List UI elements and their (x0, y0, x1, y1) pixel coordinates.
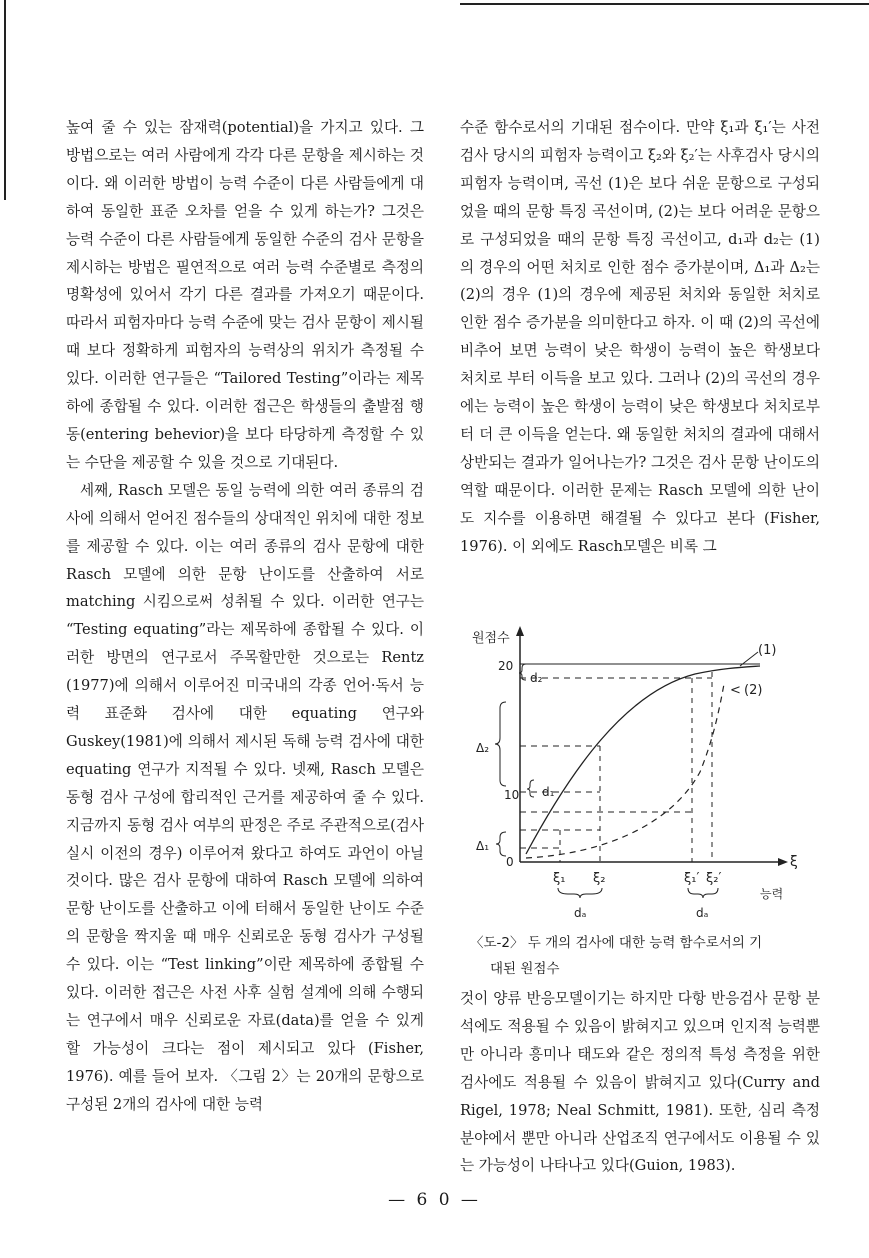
brace-bottom-left (558, 888, 602, 898)
caption-line-1: 〈도-2〉 두 개의 검사에 대한 능력 함수로서의 기 (470, 935, 763, 951)
label-xi-axis: ξ (790, 854, 798, 870)
x-axis-title: 능력 (760, 887, 784, 901)
curve-2 (526, 684, 724, 858)
header-rule (460, 3, 869, 5)
caption-line-2: 대된 원점수 (490, 961, 560, 977)
left-paragraph-1: 높여 줄 수 있는 잠재력(potential)을 가지고 있다. 그 방법으로는 여러 사람에게 각각 다른 문항을 제시하는 것이다. 왜 이러한 방법이 능력 수준이 다른 사람들에게 대하여 동일한 표준 오차를 얻을 수 있게 하는가? 그것은 능력 수준이 다른 사람들에게 동일한 수준의 검사 문항을 제시하는 방법은 필연적으로 여러 능력 수준별로 측정의 명확성에 있어서 각기 다른 결과를 가져오기 때문이다. 따라서 피험자마다 능력 수준에 맞는 검사 문항이 제시될 때 보다 정확하게 피험자의 능력상의 위치가 측정될 수 있다. 이러한 연구들은 “Tailored Testing”이라는 제목하에 종합될 수 있다. 이러한 접근은 학생들의 출발점 행동(entering behevior)을 보다 타당하게 측정할 수 있는 수단을 제공할 수 있을 것으로 기대된다. (66, 119, 424, 471)
page-number: — 6 0 — (388, 1190, 481, 1210)
label-curve-1: (1) (758, 643, 777, 658)
label-d2: d₂ (530, 671, 543, 685)
label-delta1: Δ₁ (476, 839, 490, 853)
y-tick-0: 0 (506, 855, 514, 869)
label-delta2: Δ₂ (476, 741, 490, 755)
brace-delta1 (496, 832, 506, 856)
expected-score-diagram (460, 622, 820, 922)
arrow-curve-2: < (730, 683, 741, 698)
curve-1 (526, 666, 763, 854)
label-xi2: ξ₂ (593, 871, 606, 886)
left-column (66, 114, 424, 1119)
label-xi1p: ξ₁′ (684, 871, 700, 886)
right-paragraph-2: 것이 양류 반응모델이기는 하지만 다항 반응검사 문항 분석에도 적용될 수 있음이 밝혀지고 있으며 인지적 능력뿐만 아니라 흥미나 태도와 같은 정의적 특성 측정을 위한 검사에도 적용될 수 있음이 밝혀지고 있다(Curry and Rigel, 1978; Neal Schmitt, 1981). 또한, 심리 측정 분야에서 뿐만 아니라 산업조직 연구에서도 이용될 수 있는 가능성이 나타나고 있다(Guion, 1983). (460, 990, 820, 1175)
label-curve-2: (2) (744, 683, 763, 698)
label-xi1: ξ₁ (553, 871, 566, 886)
right-column-top (460, 114, 820, 561)
label-xi2p: ξ₂′ (706, 871, 722, 886)
y-tick-20: 20 (498, 659, 514, 673)
figure-caption (470, 930, 820, 982)
left-paragraph-2: 세째, Rasch 모델은 동일 능력에 의한 여러 종류의 검사에 의해서 얻어진 점수들의 상대적인 위치에 대한 정보를 제공할 수 있다. 이는 여러 종류의 검사 문항에 대한 Rasch 모델에 의한 문항 난이도를 산출하여 서로 matching 시킴으로써 성취될 수 있다. 이러한 연구는 “Testing equating”라는 제목하에 종합될 수 있다. 이러한 방면의 연구로서 주목할만한 것으로는 Rentz (1977)에 의해서 이루어진 미국내의 각종 언어·독서 능력 표준화 검사에 대한 equating 연구와 Guskey(1981)에 의해서 제시된 독해 능력 검사에 대한 equating 연구가 지적될 수 있다. 넷째, Rasch 모델은 동형 검사 구성에 합리적인 근거를 제공하여 줄 수 있다. 지금까지 동형 검사 여부의 판정은 주로 주관적으로(검사 실시 이전의 경우) 이루어져 왔다고 하여도 과언이 아닐 것이다. 많은 검사 문항에 대하여 Rasch 모델에 의하여 문항 난이도를 산출하고 이에 터해서 동일한 난이도 수준의 문항을 짝지울 때 매우 신뢰로운 동형 검사가 구성될 수 있다. 이는 “Test linking”이란 제목하에 종합될 수 있다. 이러한 접근은 사전 사후 실험 설계에 의해 수행되는 연구에서 매우 신뢰로운 자료(data)를 얻을 수 있게 할 가능성이 크다는 점이 제시되고 있다 (Fisher, 1976). 예를 들어 보자. 〈그림 2〉는 20개의 문항으로 구성된 2개의 검사에 대한 능력 (66, 481, 424, 1113)
brace-d1 (527, 780, 534, 797)
brace-delta2 (495, 702, 506, 786)
x-axis-arrow (778, 858, 788, 866)
right-paragraph-1: 수준 함수로서의 기대된 점수이다. 만약 ξ₁과 ξ₁′는 사전 검사 당시의 피험자 능력이고 ξ₂와 ξ₂′는 사후검사 당시의 피험자 능력이며, 곡선 (1)은 보다 쉬운 문항으로 구성되었을 때의 문항 특징 곡선이며, (2)는 보다 어려운 문항으로 구성되었을 때의 문항 특징 곡선이고, d₁과 d₂는 (1)의 경우의 어떤 처치로 인한 점수 증가분이며, Δ₁과 Δ₂는 (2)의 경우 (1)의 경우에 제공된 처치와 동일한 처치로 인한 점수 증가분을 의미한다고 하자. 이 때 (2)의 곡선에 비추어 보면 능력이 낮은 학생이 능력이 높은 학생보다 처치로 부터 이득을 보고 있다. 그러나 (2)의 곡선의 경우에는 능력이 높은 학생이 능력이 낮은 학생보다 처치로부터 더 큰 이득을 얻는다. 왜 동일한 처치의 결과에 대해서 상반되는 결과가 일어나는가? 그것은 검사 문항 난이도의 역할 때문이다. 이러한 문제는 Rasch 모델에 의한 난이도 지수를 이용하면 해결될 수 있다고 본다 (Fisher, 1976). 이 외에도 Rasch모델은 비록 그 (460, 119, 820, 555)
label-brace-right: dₐ (696, 906, 709, 920)
label-d1: d₁ (542, 785, 555, 799)
label-brace-left: dₐ (574, 906, 587, 920)
right-column-bottom (460, 985, 820, 1180)
brace-bottom-right (688, 888, 718, 898)
figure-2 (460, 622, 820, 922)
y-tick-10: 10 (504, 788, 520, 802)
y-axis-title: 원점수 (472, 631, 510, 646)
margin-rule (4, 0, 6, 200)
y-axis-arrow (516, 626, 524, 636)
